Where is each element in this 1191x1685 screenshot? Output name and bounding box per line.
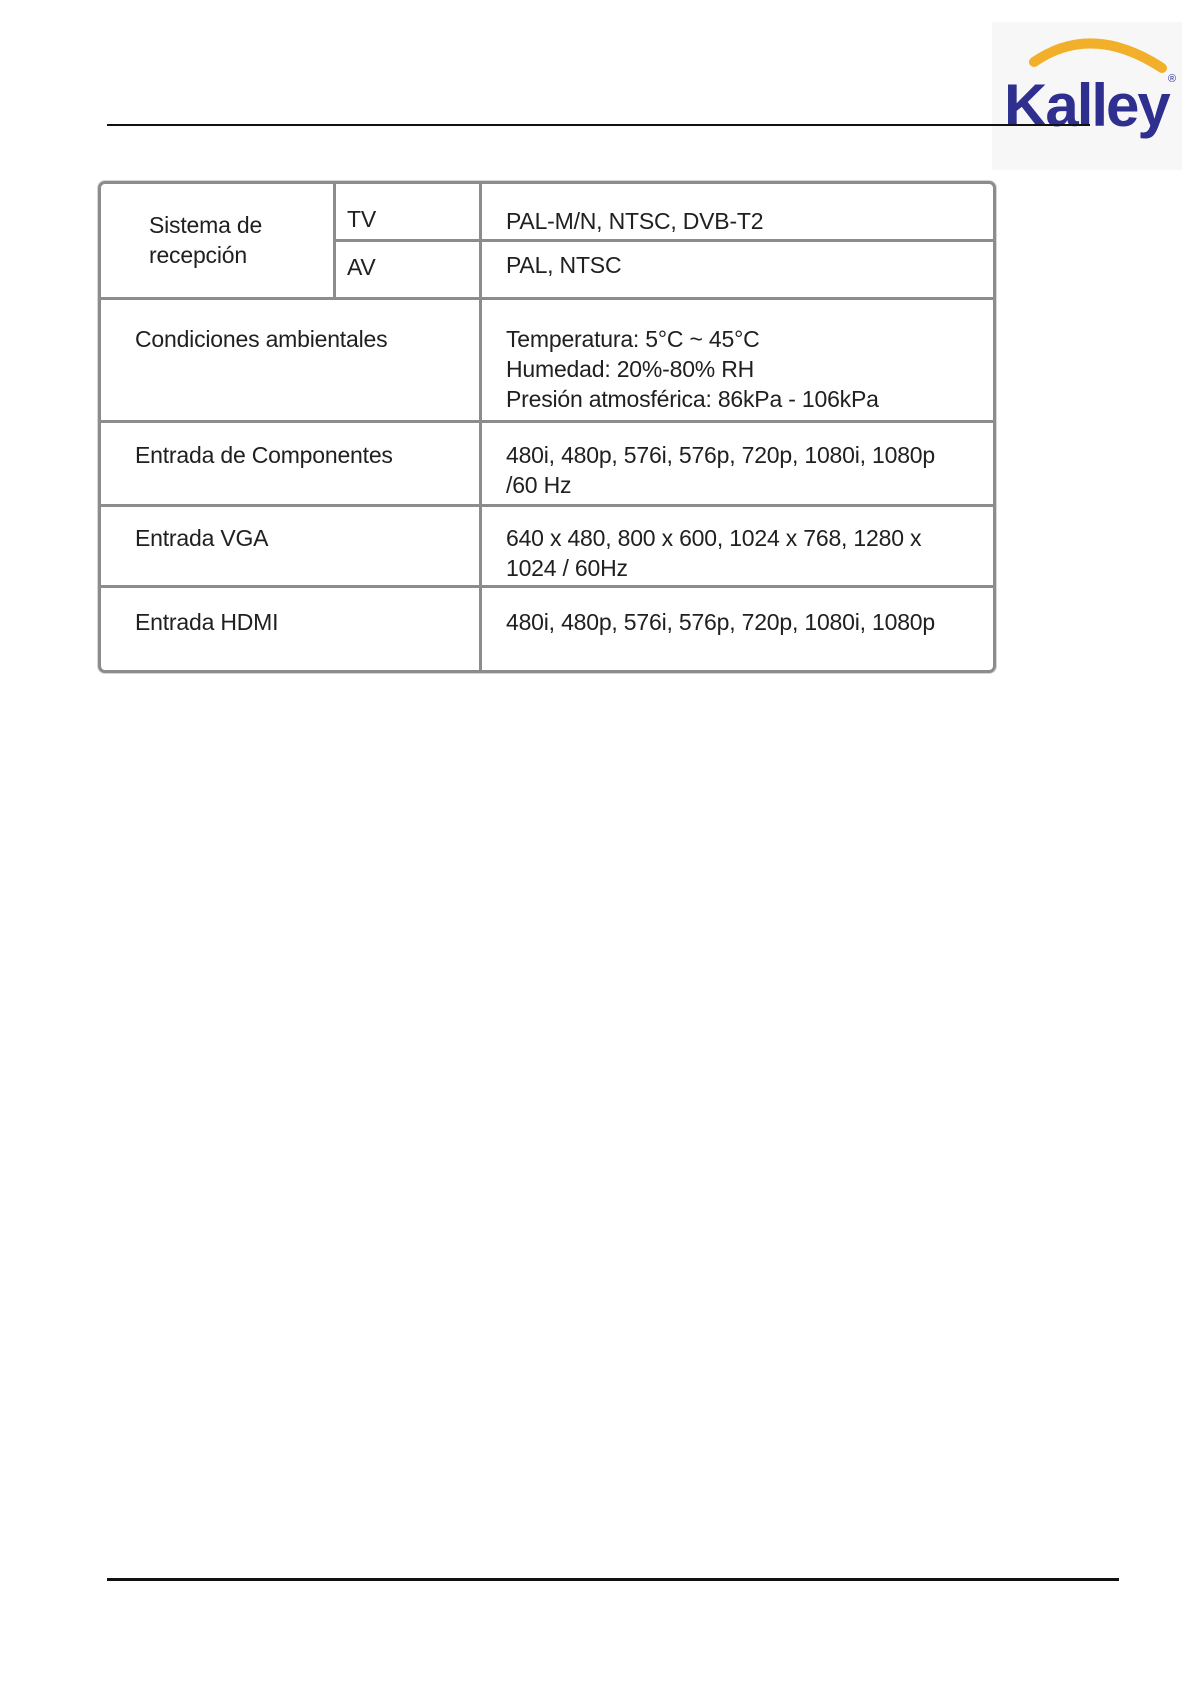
hdmi-input-label: Entrada HDMI bbox=[135, 609, 279, 635]
hdmi-input-value: 480i, 480p, 576i, 576p, 720p, 1080i, 1080p bbox=[506, 609, 935, 635]
registered-mark: ® bbox=[1168, 73, 1177, 85]
logo-arc bbox=[1034, 43, 1162, 68]
component-input-value: 480i, 480p, 576i, 576p, 720p, 1080i, 1080p /60 Hz bbox=[506, 442, 935, 498]
divider-tv-av bbox=[333, 239, 993, 242]
vga-input-label: Entrada VGA bbox=[135, 525, 269, 551]
av-label: AV bbox=[347, 254, 376, 280]
kalley-logo bbox=[992, 22, 1182, 170]
kalley-logo-mark bbox=[992, 22, 1182, 170]
tv-value: PAL-M/N, NTSC, DVB-T2 bbox=[506, 208, 764, 234]
divider-row-2 bbox=[101, 420, 993, 423]
reception-system-label: Sistema de recepción bbox=[149, 212, 263, 268]
environment-value: Temperatura: 5°C ~ 45°C Humedad: 20%-80% RH Presión atmosférica: 86kPa - 106kPa bbox=[506, 326, 879, 412]
logo-wordmark: Kalley bbox=[1004, 72, 1169, 139]
divider-row-1 bbox=[101, 297, 993, 300]
divider-value-column bbox=[479, 184, 482, 670]
footer-rule bbox=[107, 1578, 1119, 1581]
component-input-label: Entrada de Componentes bbox=[135, 442, 393, 468]
divider-row-4 bbox=[101, 585, 993, 588]
header-rule bbox=[107, 124, 1090, 126]
tv-label: TV bbox=[347, 206, 376, 232]
vga-input-value: 640 x 480, 800 x 600, 1024 x 768, 1280 x 1024 / 60Hz bbox=[506, 525, 922, 581]
divider-reception-sub bbox=[333, 184, 336, 300]
environment-label: Condiciones ambientales bbox=[135, 326, 388, 352]
av-value: PAL, NTSC bbox=[506, 252, 622, 278]
spec-table bbox=[98, 181, 996, 673]
divider-row-3 bbox=[101, 504, 993, 507]
